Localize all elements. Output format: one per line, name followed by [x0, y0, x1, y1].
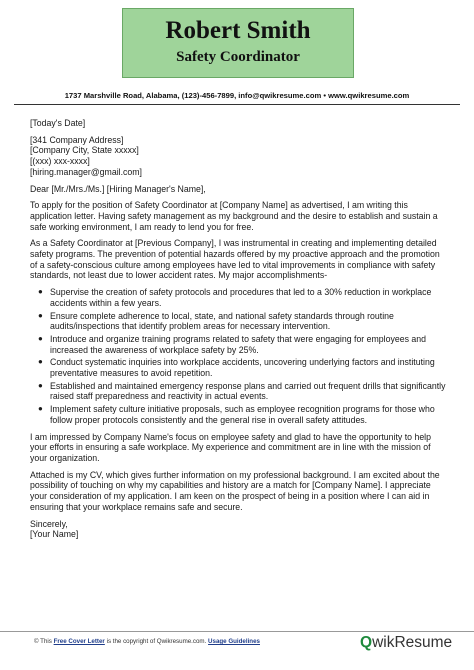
paragraph-closing: Attached is my CV, which gives further information on my professional background. I am excited about the possibility of touching on why my capabilities and history are a match for [Company Name]. I appreciate your consideration of my application. I am keen on the prospect of being in a position where I can aid in ensuring that your workplace remains safe and secure. [30, 469, 440, 512]
paragraph-intro: To apply for the position of Safety Coordinator at [Company Name] as advertised, I am writing this application letter. Having safety management as my background and the desire to establish and sustain a safe working environment, I am ready to lend you for free. [30, 200, 438, 232]
list-item-text: Implement safety culture initiative proposals, such as employee recognition programs for those who follow proper protocols consistently and the general rise in overall safety attitudes. [50, 404, 435, 425]
salutation: Dear [Mr./Mrs./Ms.] [Hiring Manager's Name], [30, 183, 206, 194]
address-line: [341 Company Address] [30, 134, 124, 145]
bullet-icon: ● [38, 380, 43, 390]
list-item [38, 404, 448, 425]
recipient-address [30, 135, 448, 178]
letter-date: [Today's Date] [30, 118, 86, 128]
address-line: [Company City, State xxxxx] [30, 145, 139, 156]
applicant-name: Robert Smith [165, 17, 311, 44]
list-item-text: Established and maintained emergency response plans and carried out frequent drills that significantly raised staff preparedness and reactivity in actual events. [50, 380, 446, 402]
letter-body [30, 118, 448, 546]
bullet-icon: ● [38, 310, 43, 320]
footer-prefix: © This [34, 638, 52, 645]
header-banner [122, 8, 354, 78]
footer-copyright [34, 638, 260, 645]
paragraph-company-fit: I am impressed by Company Name's focus on employee safety and glad to have the opportunity to help your efforts in ensuring a safe workplace. My experience and commitment are in line with the mission of your organization. [30, 431, 431, 463]
job-title: Safety Coordinator [176, 49, 300, 65]
paragraph-experience: As a Safety Coordinator at [Previous Company], I was instrumental in creating and implementing detailed safety programs. The prevention of potential hazards offered by my proactive approach and the promotion of a safety-conscious culture among employees have led to vital improvements in compliance with safety standards, not least due to lower accident rates. My major accomplishments- [30, 238, 440, 281]
address-line: [(xxx) xxx-xxxx] [30, 156, 90, 167]
closing: Sincerely, [30, 518, 68, 529]
qwikresume-logo [360, 634, 452, 652]
free-cover-letter-link[interactable]: Free Cover Letter [53, 638, 105, 645]
bullet-icon: ● [38, 357, 43, 367]
bullet-icon: ● [38, 287, 43, 297]
signature: [Your Name] [30, 529, 79, 540]
contact-info: 1737 Marshville Road, Alabama, (123)-456-7899, info@qwikresume.com • www.qwikresume.com [64, 91, 410, 100]
usage-guidelines-link[interactable]: Usage Guidelines [208, 638, 260, 645]
footer-middle: is the copyright of Qwikresume.com. [106, 638, 207, 645]
list-item [38, 287, 448, 308]
footer-divider [0, 631, 474, 632]
signoff [30, 519, 448, 540]
list-item [38, 357, 448, 379]
list-item [38, 333, 448, 355]
list-item-text: Ensure complete adherence to local, state, and national safety standards through routine audits/inspections that identify problem areas for necessary intervention. [50, 310, 394, 332]
bullet-icon: ● [38, 333, 43, 343]
list-item-text: Supervise the creation of safety protocols and procedures that led to a 30% reduction in workplace accidents within a few years. [50, 287, 432, 308]
header-divider [14, 104, 460, 105]
logo-text: wikResume [372, 634, 453, 651]
list-item-text: Introduce and organize training programs related to safety that were engaging for employees and increased the awareness of workplace safety by 25%. [50, 333, 426, 355]
list-item [38, 310, 448, 332]
bullet-icon: ● [38, 404, 43, 414]
list-item [38, 380, 448, 402]
list-item-text: Conduct systematic inquiries into workplace accidents, uncovering underlying factors and instituting preventative measures to avoid repetition. [50, 357, 435, 379]
logo-q: Q [360, 634, 373, 651]
accomplishments-list [30, 287, 448, 425]
address-line: [hiring.manager@gmail.com] [30, 166, 142, 177]
